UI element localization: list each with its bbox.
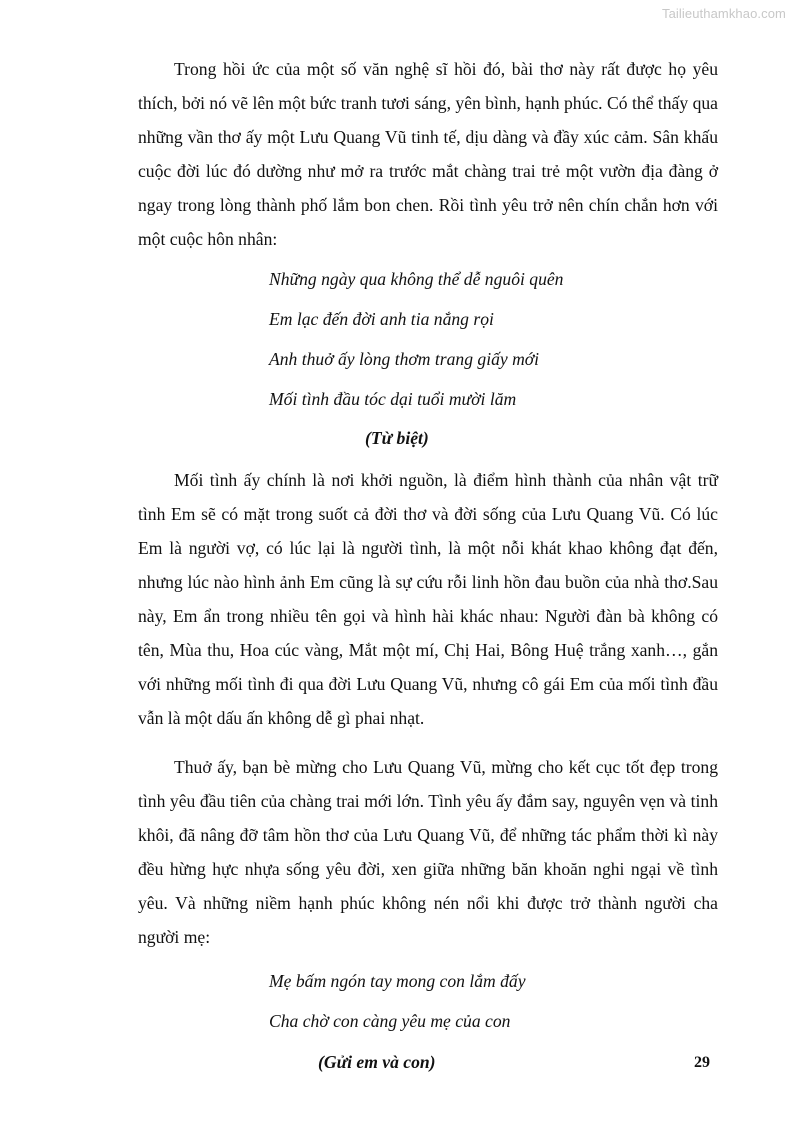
paragraph-3: Thuở ấy, bạn bè mừng cho Lưu Quang Vũ, mừng cho kết cục tốt đẹp trong tình yêu đầu tiên của chàng trai mới lớn. Tình yêu ấy đắm say, nguyên vẹn và tinh khôi, đã nâng đỡ tâm hồn thơ của Lưu Quang Vũ, để những tác phẩm thời kì này đều hừng hực nhựa sống yêu đời, xen giữa những băn khoăn nghi ngại về tình yêu. Và những niềm hạnh phúc không nén nổi khi được trở thành người cha người mẹ: [138, 757, 718, 947]
paragraph-1: Trong hồi ức của một số văn nghệ sĩ hồi đó, bài thơ này rất được họ yêu thích, bởi nó vẽ lên một bức tranh tươi sáng, yên bình, hạnh phúc. Có thể thấy qua những vần thơ ấy một Lưu Quang Vũ tinh tế, dịu dàng và đầy xúc cảm. Sân khấu cuộc đời lúc đó dường như mở ra trước mắt chàng trai trẻ một vườn địa đàng ở ngay trong lòng thành phố lắm bon chen. Rồi tình yêu trở nên chín chắn hơn với một cuộc hôn nhân: [138, 59, 718, 249]
watermark-text: Tailieuthamkhao.com [661, 6, 786, 21]
poem-gui-em-va-con [138, 961, 718, 1041]
poem-source-gui-em-va-con: (Gửi em và con) [318, 1052, 436, 1072]
page-number: 29 [694, 1054, 710, 1071]
poem-line: Mẹ bấm ngón tay mong con lắm đấy [269, 971, 526, 991]
poem-line: Những ngày qua không thể dễ nguôi quên [269, 269, 564, 289]
paragraph-2: Mối tình ấy chính là nơi khởi nguồn, là điểm hình thành của nhân vật trữ tình Em sẽ có mặt trong suốt cả đời thơ và đời sống của Lưu Quang Vũ. Có lúc Em là người vợ, có lúc lại là người tình, là một nỗi khát khao không đạt đến, nhưng lúc nào hình ảnh Em cũng là sự cứu rỗi linh hồn đau buồn của nhà thơ.Sau này, Em ẩn trong nhiều tên gọi và hình hài khác nhau: Người đàn bà không có tên, Mùa thu, Hoa cúc vàng, Mắt một mí, Chị Hai, Bông Huệ trắng xanh…, gắn với những mối tình đi qua đời Lưu Quang Vũ, nhưng cô gái Em của mối tình đầu vẫn là một dấu ấn không dễ gì phai nhạt. [138, 470, 718, 728]
poem-tu-biet [138, 259, 718, 419]
poem-source-tu-biet: (Từ biệt) [365, 428, 429, 448]
poem-line: Mối tình đầu tóc dại tuổi mười lăm [269, 389, 517, 409]
page-body [138, 52, 718, 1079]
poem-line: Cha chờ con càng yêu mẹ của con [269, 1011, 511, 1031]
poem-line: Anh thuở ấy lòng thơm trang giấy mới [269, 349, 540, 369]
poem-line: Em lạc đến đời anh tia nắng rọi [269, 309, 494, 329]
